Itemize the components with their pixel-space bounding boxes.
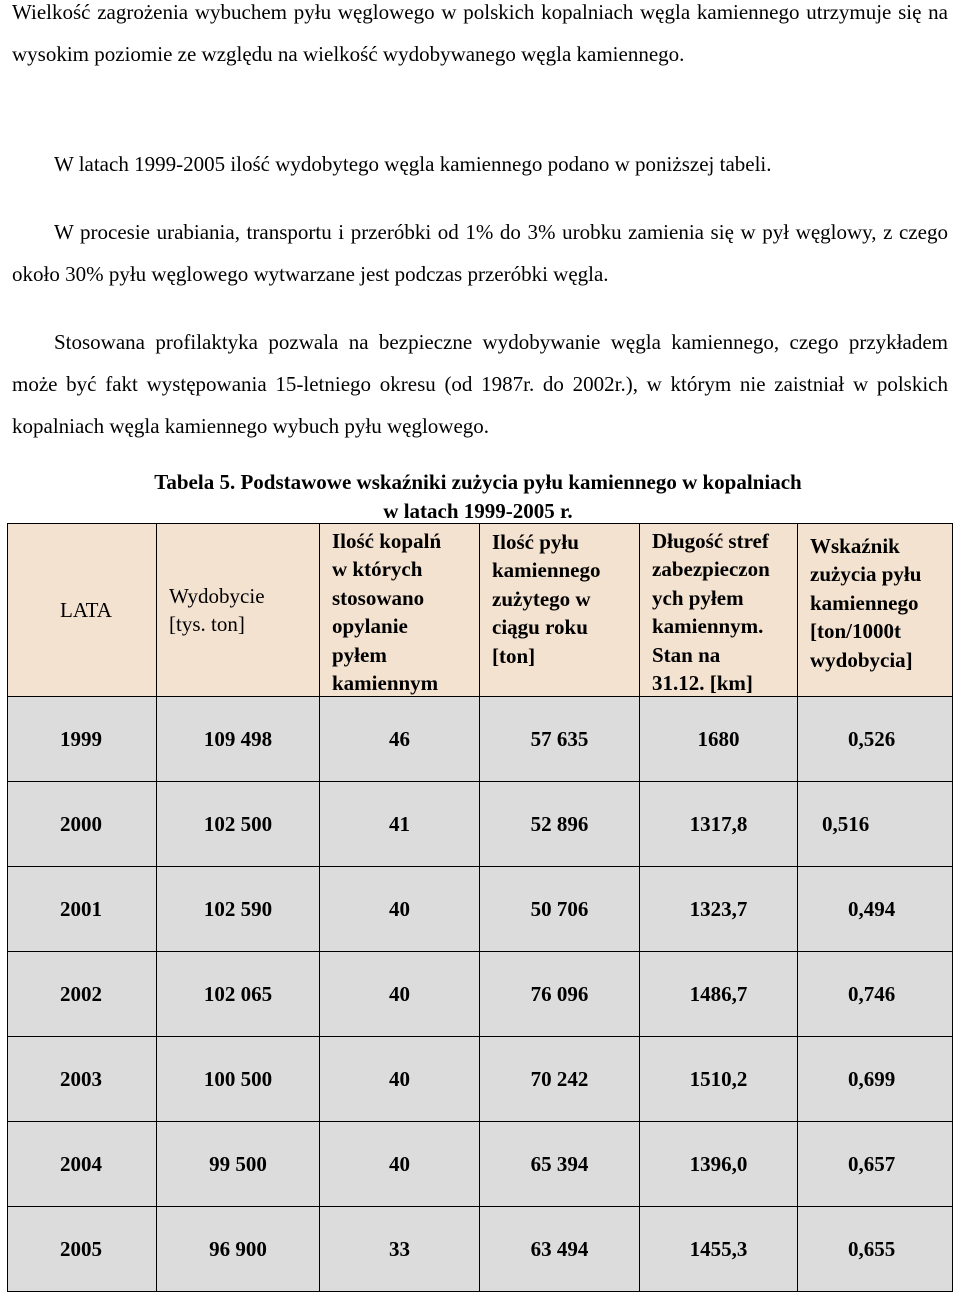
- header-line: 31.12. [km]: [652, 671, 753, 695]
- cell-zones-length: 1680: [640, 697, 798, 782]
- cell-production: 102 590: [157, 867, 320, 952]
- header-line: kamiennego: [810, 590, 919, 615]
- table-header-row: [8, 524, 953, 697]
- cell-zones-length: 1396,0: [640, 1122, 798, 1207]
- cell-year: 2000: [8, 782, 157, 867]
- header-line: kamiennego: [492, 558, 601, 583]
- header-line: LATA: [60, 597, 112, 622]
- header-mines-count: [320, 524, 480, 697]
- cell-mines: 46: [320, 697, 480, 782]
- table-row: [8, 697, 953, 782]
- header-production: [157, 524, 320, 697]
- header-line: zużycia pyłu: [810, 562, 922, 587]
- cell-dust-used: 52 896: [480, 782, 640, 867]
- cell-year: 2003: [8, 1037, 157, 1122]
- header-line: Ilość pyłu: [492, 529, 579, 554]
- header-line: w których: [332, 557, 423, 581]
- header-line: Ilość kopalń: [332, 528, 442, 553]
- header-line: ciągu roku: [492, 615, 588, 640]
- cell-production: 100 500: [157, 1037, 320, 1122]
- cell-mines: 40: [320, 1037, 480, 1122]
- cell-dust-used: 63 494: [480, 1207, 640, 1292]
- header-usage-index: [798, 524, 953, 697]
- cell-mines: 40: [320, 952, 480, 1037]
- header-line: kamiennym: [332, 671, 439, 695]
- cell-year: 2001: [8, 867, 157, 952]
- header-year: [8, 524, 157, 697]
- header-line: Wydobycie: [169, 583, 265, 608]
- cell-zones-length: 1510,2: [640, 1037, 798, 1122]
- header-line: Stan na: [652, 642, 721, 667]
- cell-zones-length: 1323,7: [640, 867, 798, 952]
- cell-zones-length: 1455,3: [640, 1207, 798, 1292]
- cell-production: 102 065: [157, 952, 320, 1037]
- cell-dust-used: 76 096: [480, 952, 640, 1037]
- table-row: [8, 1037, 953, 1122]
- stone-dust-table: [7, 523, 953, 1292]
- cell-dust-used: 65 394: [480, 1122, 640, 1207]
- production-paragraph: W latach 1999-2005 ilość wydobytego węgla kamiennego podano w poniższej tabeli.: [54, 152, 772, 176]
- cell-zones-length: 1317,8: [640, 782, 798, 867]
- header-dust-used: [480, 524, 640, 697]
- header-line: stosowano: [332, 585, 425, 610]
- cell-year: 1999: [8, 697, 157, 782]
- table-caption: Tabela 5. Podstawowe wskaźniki zużycia pyłu kamiennego w kopalniach: [154, 470, 802, 494]
- header-line: [ton/1000t: [810, 619, 901, 644]
- cell-production: 109 498: [157, 697, 320, 782]
- cell-usage-index: 0,657: [798, 1122, 953, 1207]
- header-line: zużytego w: [492, 586, 591, 611]
- cell-production: 99 500: [157, 1122, 320, 1207]
- table-row: [8, 952, 953, 1037]
- cell-usage-index: 0,699: [798, 1037, 953, 1122]
- table-caption-subtitle: w latach 1999-2005 r.: [383, 499, 573, 523]
- process-paragraph: W procesie urabiania, transportu i przeróbki od 1% do 3% urobku zamienia się w pył węglowy, z czego około 30% pyłu węglowego wytwarzane jest podczas przeróbki węgla.: [12, 220, 948, 286]
- header-line: Długość stref: [652, 528, 769, 553]
- cell-mines: 40: [320, 1122, 480, 1207]
- cell-usage-index: 0,526: [798, 697, 953, 782]
- cell-dust-used: 57 635: [480, 697, 640, 782]
- header-line: Wskaźnik: [810, 533, 900, 558]
- header-line: opylanie: [332, 614, 408, 638]
- header-line: zabezpieczon: [652, 557, 770, 581]
- cell-usage-index: 0,494: [798, 867, 953, 952]
- header-line: [ton]: [492, 643, 536, 668]
- cell-usage-index: 0,655: [798, 1207, 953, 1292]
- table-row: [8, 867, 953, 952]
- cell-dust-used: 70 242: [480, 1037, 640, 1122]
- cell-mines: 40: [320, 867, 480, 952]
- intro-paragraph: Wielkość zagrożenia wybuchem pyłu węglowego w polskich kopalniach węgla kamiennego utrzymuje się na wysokim poziomie ze względu na wielkość wydobywanego węgla kamiennego.: [12, 0, 948, 66]
- cell-production: 102 500: [157, 782, 320, 867]
- table-row: [8, 1207, 953, 1292]
- cell-production: 96 900: [157, 1207, 320, 1292]
- cell-zones-length: 1486,7: [640, 952, 798, 1037]
- header-line: ych pyłem: [652, 585, 744, 610]
- cell-year: 2004: [8, 1122, 157, 1207]
- cell-dust-used: 50 706: [480, 867, 640, 952]
- cell-year: 2005: [8, 1207, 157, 1292]
- cell-mines: 33: [320, 1207, 480, 1292]
- cell-usage-index: 0,516: [798, 782, 953, 867]
- cell-year: 2002: [8, 952, 157, 1037]
- table-row: [8, 782, 953, 867]
- header-line: wydobycia]: [810, 647, 913, 672]
- cell-mines: 41: [320, 782, 480, 867]
- table-row: [8, 1122, 953, 1207]
- header-line: pyłem: [332, 642, 387, 667]
- header-zones-length: [640, 524, 798, 697]
- prevention-paragraph: Stosowana profilaktyka pozwala na bezpieczne wydobywanie węgla kamiennego, czego przykładem może być fakt występowania 15-letniego okresu (od 1987r. do 2002r.), w którym nie zaistniał w polskich kopalniach węgla kamiennego wybuch pyłu węglowego.: [12, 330, 948, 438]
- cell-usage-index: 0,746: [798, 952, 953, 1037]
- header-line: [tys. ton]: [169, 612, 245, 636]
- header-line: kamiennym.: [652, 614, 764, 638]
